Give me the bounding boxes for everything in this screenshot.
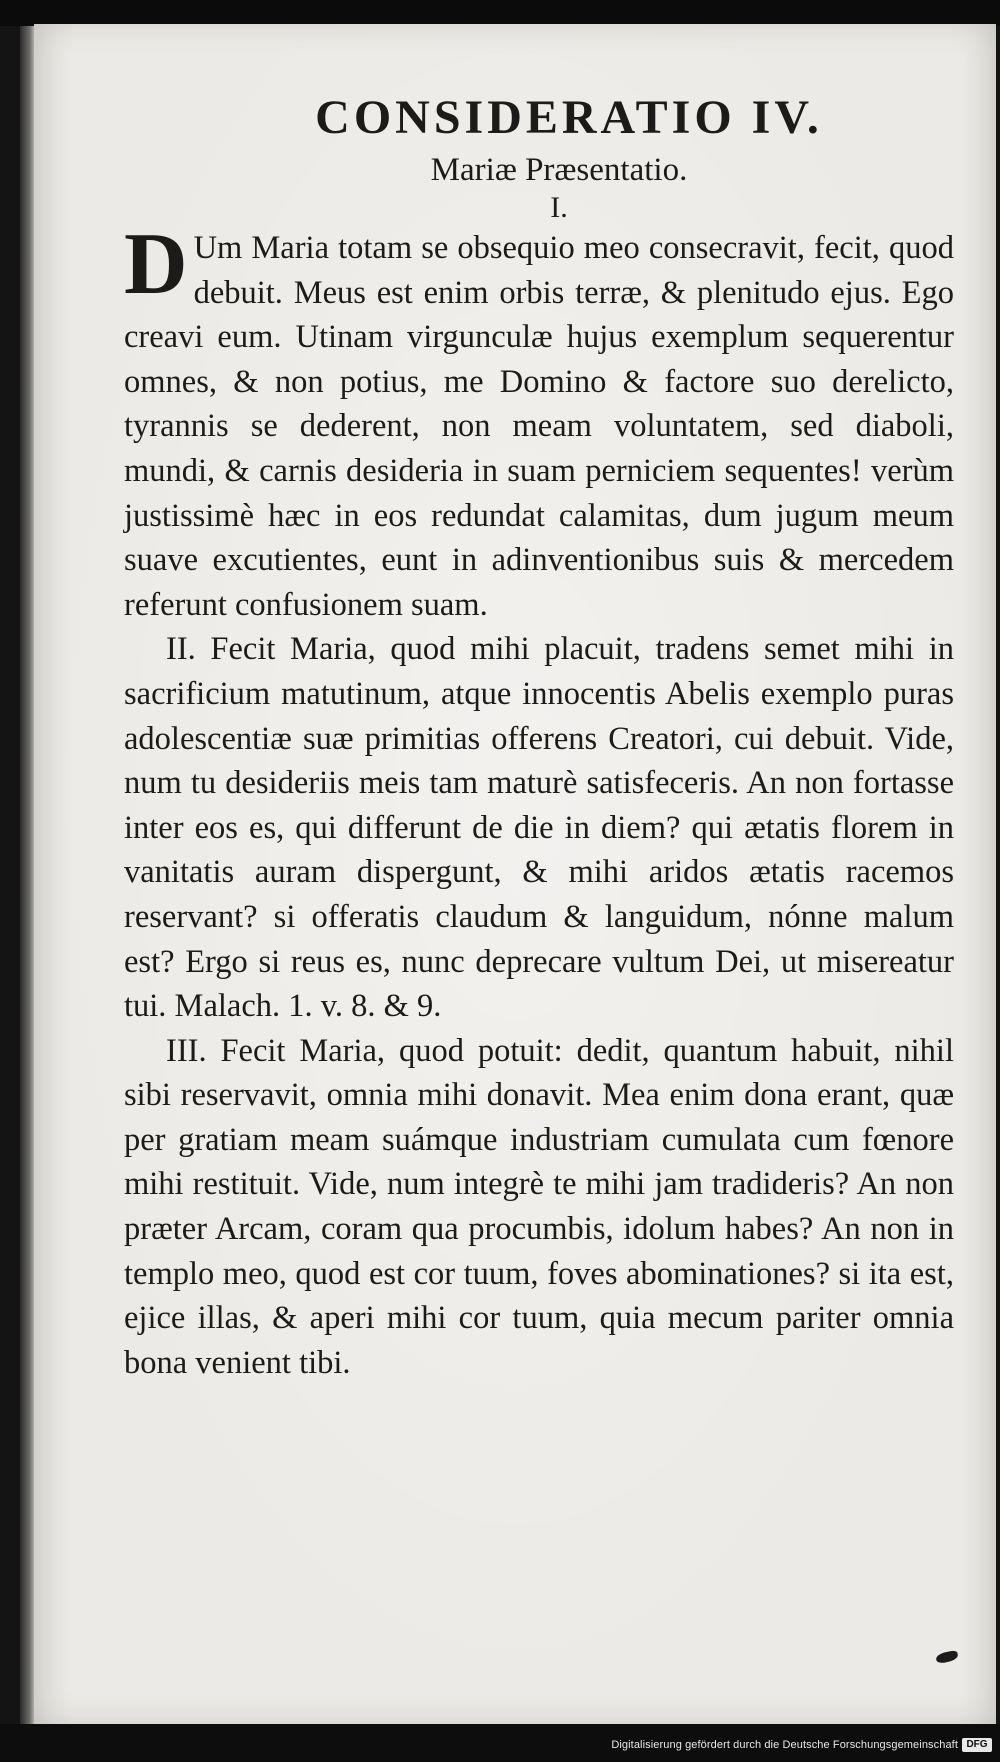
dfg-logo-icon: DFG (962, 1738, 992, 1752)
page-heading: CONSIDERATIO IV. (315, 91, 823, 144)
page-subheading: Mariæ Præsentatio. (430, 152, 688, 188)
page-text-block (124, 92, 954, 1385)
paragraph-1 (124, 216, 954, 627)
drop-cap-letter: D (124, 216, 188, 313)
funding-credit-text: Digitalisierung gefördert durch die Deutsche Forschungsgemeinschaft (611, 1739, 958, 1751)
paragraph-3: III. Fecit Maria, quod potuit: dedit, quantum habuit, nihil sibi reservavit, omnia mihi donavit. Mea enim dona erant, quæ per gratiam meam suámque industriam cumulata cum fœnore mihi restituit. Vide, num integrè te mihi jam tradideris? An non præter Arcam, coram qua procumbis, idolum habes? An non in templo meo, quod est cor tuum, foves abominationes? si ita est, ejice illas, & aperi mihi cor tuum, quia mecum pariter omnia bona venient tibi. (124, 1032, 954, 1381)
paragraph-1-text: Um Maria totam se obsequio meo consecravit, fecit, quod debuit. Meus est enim orbis terræ, & plenitudo ejus. Ego creavi eum. Utinam virgunculæ hujus exemplum sequerentur omnes, & non potius, me Domino & factore suo derelicto, tyrannis se dederent, non meam voluntatem, sed diaboli, mundi, & carnis desideria in suam perniciem sequentes! verùm justissimè hæc in eos redundat calamitas, dum jugum meum suave excutientes, eunt in adinventionibus suis & mercedem referunt confusionem suam. (124, 230, 954, 623)
scan-top-border (0, 0, 1000, 26)
paragraph-2: II. Fecit Maria, quod mihi placuit, tradens semet mihi in sacrificium matutinum, atque innocentis Abelis exemplo puras adolescentiæ suæ primitias offerens Creatori, cui debuit. Vide, num tu desideriis meis tam maturè satisfeceris. An non fortasse inter eos es, qui differunt de die in diem? qui ætatis florem in vanitatis auram dispergunt, & mihi aridos ætatis racemos reservant? si offeratis claudum & languidum, nónne malum est? Ergo si reus es, nunc deprecare vultum Dei, ut misereatur tui. Malach. 1. v. 8. & 9. (124, 631, 954, 1025)
section-numeral-1: I. (550, 191, 568, 224)
